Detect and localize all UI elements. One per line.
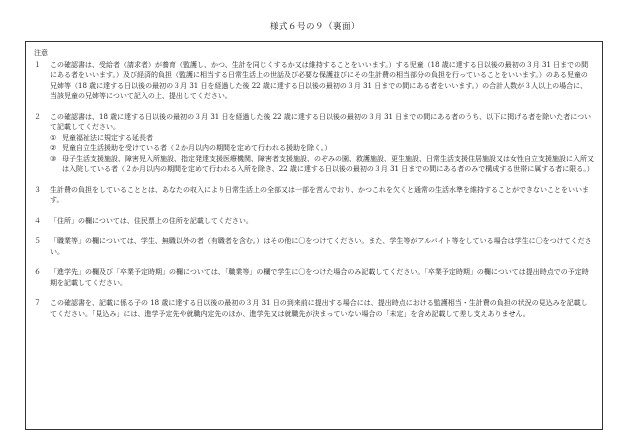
notes-frame bbox=[25, 41, 603, 430]
sub-item-mark: ② bbox=[50, 144, 57, 152]
sub-item-text: 母子生活支援施設、障害児入所施設、指定発達支援医療機関、障害者支援施設、のぞみの園、救護施設、更生施設、日常生活支援住居施設又は女性自立支援施設に入所又は入院している者（２か月以内の期間を定めて行われる入所を除き、22 歳に達する日以後の最初の３月 31 日までの間にある者のみで構成する世帯に属する者に限る。） bbox=[62, 154, 594, 173]
sub-item-mark: ① bbox=[50, 133, 57, 142]
note-number: ６ bbox=[34, 268, 41, 276]
note-3 bbox=[34, 185, 594, 206]
note-2 bbox=[34, 112, 594, 175]
note-number: １ bbox=[34, 60, 41, 69]
note-text: この確認書を、記載に係る子の 18 歳に達する日以後の最初の３月 31 日の到来前に提出する場合には、提出時点における監護相当・生計費の負担の状況の見込みを記載してください。「見込み」には、進学予定先や就職内定先のほか、進学先又は就職先が決まっていない場合の「未定」を含め記載して差し支えありません。 bbox=[50, 299, 588, 318]
note-sub-item bbox=[50, 143, 594, 154]
form-title: 様式６号の９（裏面） bbox=[269, 22, 360, 32]
note-number: ５ bbox=[34, 237, 41, 245]
note-number: ３ bbox=[34, 185, 41, 194]
note-6 bbox=[34, 267, 594, 288]
note-number: ２ bbox=[34, 112, 41, 121]
note-sub-item bbox=[50, 133, 594, 144]
notes-heading: 注意 bbox=[34, 49, 48, 57]
note-text: 「職業等」の欄については、学生、無職以外の者（有職者を含む。）はその他に〇をつけてください。また、学生等がアルバイト等をしている場合は学生に〇をつけてください。 bbox=[50, 237, 592, 256]
note-number: ４ bbox=[34, 216, 41, 225]
note-sub-item bbox=[50, 154, 594, 175]
note-1 bbox=[34, 60, 594, 102]
note-text: 生計費の負担をしていることとは、あなたの収入により日常生活上の全部又は一部を営んでおり、かつこれを欠くと通常の生活水準を維持することができないことをいいます。 bbox=[50, 185, 589, 204]
sub-item-mark: ③ bbox=[50, 154, 57, 163]
note-4 bbox=[34, 216, 594, 227]
note-text: 「住所」の欄については、住民票上の住所を記載してください。 bbox=[50, 216, 253, 225]
note-text: この確認書は、受給者（請求者）が養育（監護し、かつ、生計を同じくするか又は維持することをいいます。）する児童（18 歳に達する日以後の最初の３月 31 日までの間にある者をいいます。）及び経済的負担（監護に相当する日常生活上の世話及び必要な保護並びにその生計費の相当部分の負担を行っていることをいいます。）のある児童の兄姉等（18 歳に達する日以後の最初の３月 31 日を経過した後 22 歳に達する日以後の最初の３月 31 日までの間にある者をいいます。）の合計人数が３人以上の場合に、当該児童の兄姉等について記入の上、提出してください。 bbox=[50, 60, 589, 100]
note-text: この確認書は、18 歳に達する日以後の最初の３月 31 日を経過した後 22 歳に達する日以後の最初の３月 31 日までの間にある者のうち、以下に掲げる者を除いた者について記載してください。 bbox=[50, 112, 592, 131]
sub-item-text: 児童福祉法に規定する延長者 bbox=[62, 133, 153, 142]
note-number: ７ bbox=[34, 299, 41, 307]
note-text: 「進学先」の欄及び「卒業予定時期」の欄については、「職業等」の欄で学生に〇をつけた場合のみ記載してください。「卒業予定時期」の欄については提出時点での予定時期を記載してください。 bbox=[50, 268, 589, 287]
note-7 bbox=[34, 298, 594, 319]
note-5 bbox=[34, 236, 594, 257]
note-body bbox=[50, 112, 594, 175]
sub-item-text: 児童自立生活援助を受けている者（２か月以内の期間を定めて行われる援助を除く。） bbox=[62, 144, 332, 152]
